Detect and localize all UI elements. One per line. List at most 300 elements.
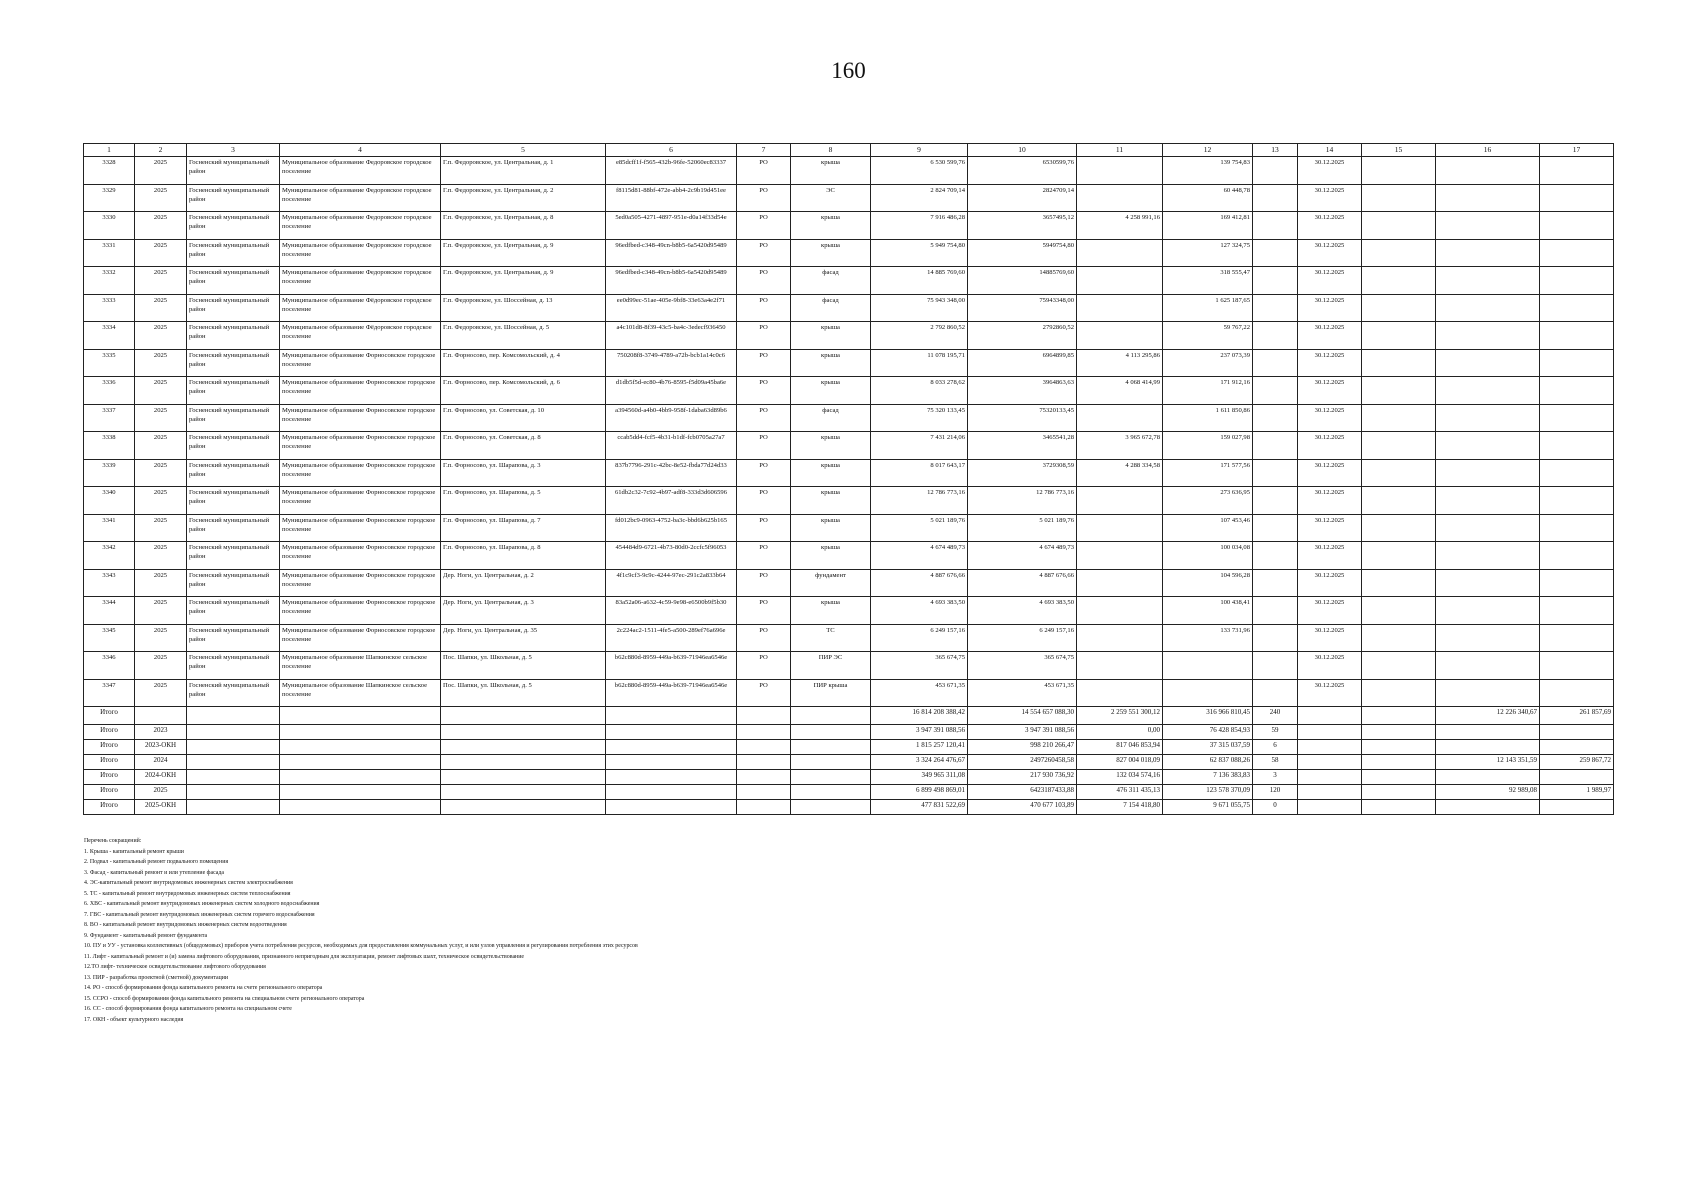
cell-col-3: Гоcненский муниципальный район: [187, 377, 280, 405]
cell-col-7: РО: [737, 322, 791, 350]
cell-col-12: 237 073,39: [1163, 349, 1253, 377]
cell-col-10: 75943348,00: [968, 294, 1077, 322]
cell-col-13: [1253, 487, 1298, 515]
cell-col-11: 132 034 574,16: [1077, 769, 1163, 784]
cell-col-11: [1077, 184, 1163, 212]
cell-col-3: Гоcненский муниципальный район: [187, 597, 280, 625]
cell-col-4: Муниципальное образование Федоровское городское поселение: [280, 184, 441, 212]
cell-col-3: Гоcненский муниципальный район: [187, 624, 280, 652]
cell-col-8: ЭС: [791, 184, 871, 212]
cell-col-10: 470 677 103,89: [968, 799, 1077, 814]
cell-col-14: 30.12.2025: [1298, 569, 1362, 597]
cell-col-13: [1253, 624, 1298, 652]
abbreviation-item: 6. ХВС - капитальный ремонт внутридомовых инженерных систем холодного водоснабжения: [84, 901, 320, 907]
cell-col-13: [1253, 157, 1298, 185]
cell-col-5: 5: [441, 144, 606, 157]
cell-col-6: e85dcff1f-f565-432b-96fe-52060ec83337: [606, 157, 737, 185]
cell-col-5: Г.п. Федоровское, ул. Центральная, д. 9: [441, 267, 606, 295]
cell-col-3: [187, 784, 280, 799]
cell-col-7: [737, 769, 791, 784]
cell-col-10: 6964899,85: [968, 349, 1077, 377]
cell-col-6: [606, 739, 737, 754]
cell-col-12: 100 034,08: [1163, 542, 1253, 570]
cell-col-12: 59 767,22: [1163, 322, 1253, 350]
cell-col-2: 2025: [135, 784, 187, 799]
cell-col-15: [1362, 542, 1436, 570]
cell-col-6: f8115d81-88bf-472e-abb4-2c9b19d451ee: [606, 184, 737, 212]
cell-col-4: Муниципальное образование Форносовское городское поселение: [280, 377, 441, 405]
cell-col-1: Итого: [84, 724, 135, 739]
cell-col-5: Пос. Шапки, ул. Школьная, д. 5: [441, 652, 606, 680]
cell-col-10: 453 671,35: [968, 679, 1077, 707]
cell-col-6: 5ed0a505-4271-4897-951e-d0a14f33d54e: [606, 212, 737, 240]
abbreviation-item: 14. РО - способ формирования фонда капитального ремонта на счете регионального оператора: [84, 985, 323, 991]
abbreviation-item: 3. Фасад - капитальный ремонт и или утепление фасада: [84, 869, 225, 876]
cell-col-6: [606, 754, 737, 769]
cell-col-16: [1436, 514, 1540, 542]
cell-col-4: [280, 799, 441, 814]
cell-col-13: [1253, 294, 1298, 322]
cell-col-5: Г.п. Форносово, ул. Шарапова, д. 3: [441, 459, 606, 487]
cell-col-7: РО: [737, 349, 791, 377]
cell-col-2: 2025: [135, 212, 187, 240]
cell-col-10: 3729308,59: [968, 459, 1077, 487]
cell-col-5: [441, 769, 606, 784]
cell-col-17: [1540, 377, 1614, 405]
cell-col-8: фасад: [791, 404, 871, 432]
cell-col-4: Муниципальное образование Форносовское городское поселение: [280, 487, 441, 515]
cell-col-7: РО: [737, 487, 791, 515]
cell-col-15: [1362, 784, 1436, 799]
cell-col-16: [1436, 652, 1540, 680]
cell-col-8: крыша: [791, 157, 871, 185]
cell-col-9: 9: [871, 144, 968, 157]
cell-col-1: Итого: [84, 784, 135, 799]
cell-col-17: [1540, 542, 1614, 570]
cell-col-3: Гоcненский муниципальный район: [187, 652, 280, 680]
cell-col-12: 76 428 854,93: [1163, 724, 1253, 739]
cell-col-15: [1362, 514, 1436, 542]
cell-col-3: Гоcненский муниципальный район: [187, 157, 280, 185]
cell-col-11: [1077, 624, 1163, 652]
cell-col-6: d1db5f5d-ec80-4b76-8595-f5d09a45ba6e: [606, 377, 737, 405]
cell-col-12: [1163, 652, 1253, 680]
cell-col-11: [1077, 569, 1163, 597]
table-row: [84, 432, 1614, 460]
cell-col-15: [1362, 404, 1436, 432]
table-row: [84, 514, 1614, 542]
cell-col-11: 4 258 991,16: [1077, 212, 1163, 240]
cell-col-17: [1540, 597, 1614, 625]
cell-col-5: [441, 739, 606, 754]
cell-col-6: 4f1c9cf3-9c9c-4244-97ec-291c2a833b64: [606, 569, 737, 597]
cell-col-9: 365 674,75: [871, 652, 968, 680]
cell-col-13: [1253, 184, 1298, 212]
cell-col-14: 30.12.2025: [1298, 404, 1362, 432]
cell-col-7: [737, 784, 791, 799]
cell-col-12: 139 754,83: [1163, 157, 1253, 185]
cell-col-16: [1436, 184, 1540, 212]
cell-col-15: [1362, 754, 1436, 769]
cell-col-16: [1436, 739, 1540, 754]
cell-col-8: крыша: [791, 432, 871, 460]
cell-col-17: [1540, 652, 1614, 680]
cell-col-5: [441, 799, 606, 814]
cell-col-5: Г.п. Форносово, ул. Шарапова, д. 7: [441, 514, 606, 542]
cell-col-11: [1077, 542, 1163, 570]
cell-col-4: Муниципальное образование Форносовское городское поселение: [280, 459, 441, 487]
cell-col-9: 8 017 643,17: [871, 459, 968, 487]
cell-col-1: 3337: [84, 404, 135, 432]
cell-col-3: [187, 724, 280, 739]
cell-col-3: Гоcненский муниципальный район: [187, 459, 280, 487]
cell-col-13: [1253, 322, 1298, 350]
cell-col-12: 12: [1163, 144, 1253, 157]
cell-col-6: 96edfbed-c348-49cn-b8b5-6a5420d95489: [606, 239, 737, 267]
cell-col-1: Итого: [84, 739, 135, 754]
cell-col-7: РО: [737, 679, 791, 707]
abbreviation-item: 9. Фундамент - капитальный ремонт фундамента: [84, 932, 208, 939]
cell-col-8: фасад: [791, 267, 871, 295]
cell-col-8: [791, 799, 871, 814]
cell-col-4: Муниципальное образование Форносовское городское поселение: [280, 514, 441, 542]
cell-col-14: 30.12.2025: [1298, 184, 1362, 212]
cell-col-13: 3: [1253, 769, 1298, 784]
cell-col-10: 2497260458,58: [968, 754, 1077, 769]
cell-col-6: a394560d-a4b0-4bb9-958f-1daba63d89b6: [606, 404, 737, 432]
cell-col-2: 2025: [135, 239, 187, 267]
cell-col-15: [1362, 799, 1436, 814]
cell-col-14: 30.12.2025: [1298, 542, 1362, 570]
cell-col-15: [1362, 267, 1436, 295]
table-row: [84, 184, 1614, 212]
cell-col-14: 30.12.2025: [1298, 267, 1362, 295]
cell-col-2: 2025: [135, 184, 187, 212]
cell-col-2: 2025: [135, 542, 187, 570]
cell-col-5: Г.п. Федоровское, ул. Центральная, д. 1: [441, 157, 606, 185]
cell-col-1: 3331: [84, 239, 135, 267]
cell-col-13: 240: [1253, 707, 1298, 725]
cell-col-17: [1540, 799, 1614, 814]
cell-col-8: крыша: [791, 597, 871, 625]
cell-col-16: [1436, 679, 1540, 707]
cell-col-13: 120: [1253, 784, 1298, 799]
cell-col-10: 10: [968, 144, 1077, 157]
cell-col-9: 7 916 486,28: [871, 212, 968, 240]
cell-col-13: [1253, 679, 1298, 707]
cell-col-11: [1077, 267, 1163, 295]
cell-col-12: 1 625 187,65: [1163, 294, 1253, 322]
cell-col-2: 2025: [135, 652, 187, 680]
cell-col-8: крыша: [791, 377, 871, 405]
cell-col-3: Гоcненский муниципальный район: [187, 514, 280, 542]
table-row: [84, 157, 1614, 185]
cell-col-9: 75 320 133,45: [871, 404, 968, 432]
cell-col-16: [1436, 377, 1540, 405]
cell-col-7: РО: [737, 542, 791, 570]
cell-col-10: 6 249 157,16: [968, 624, 1077, 652]
cell-col-17: [1540, 739, 1614, 754]
cell-col-13: [1253, 404, 1298, 432]
cell-col-17: [1540, 724, 1614, 739]
cell-col-8: [791, 769, 871, 784]
abbreviation-item: Перечень сокращений:: [84, 838, 142, 844]
cell-col-10: 12 786 773,16: [968, 487, 1077, 515]
cell-col-9: 4 887 676,66: [871, 569, 968, 597]
cell-col-17: [1540, 212, 1614, 240]
cell-col-14: 30.12.2025: [1298, 212, 1362, 240]
cell-col-6: ee0d99ec-51ae-405e-9bf8-33e63a4e2f71: [606, 294, 737, 322]
cell-col-7: [737, 754, 791, 769]
cell-col-11: 11: [1077, 144, 1163, 157]
cell-col-13: 13: [1253, 144, 1298, 157]
cell-col-10: 3 947 391 088,56: [968, 724, 1077, 739]
cell-col-14: 30.12.2025: [1298, 597, 1362, 625]
cell-col-10: 4 693 383,50: [968, 597, 1077, 625]
cell-col-5: Г.п. Форносово, ул. Шарапова, д. 8: [441, 542, 606, 570]
cell-col-17: [1540, 514, 1614, 542]
cell-col-4: Муниципальное образование Форносовское городское поселение: [280, 569, 441, 597]
cell-col-15: 15: [1362, 144, 1436, 157]
abbreviation-item: 16. СС - способ формирования фонда капитального ремонта на специальном счете: [84, 1006, 292, 1012]
cell-col-7: РО: [737, 294, 791, 322]
cell-col-14: [1298, 707, 1362, 725]
cell-col-14: [1298, 724, 1362, 739]
cell-col-8: [791, 784, 871, 799]
cell-col-15: [1362, 157, 1436, 185]
cell-col-17: 259 867,72: [1540, 754, 1614, 769]
cell-col-11: [1077, 487, 1163, 515]
cell-col-10: 6423187433,88: [968, 784, 1077, 799]
cell-col-10: 14885769,60: [968, 267, 1077, 295]
table-row: [84, 294, 1614, 322]
cell-col-13: [1253, 239, 1298, 267]
abbreviation-item: 15. ССРО - способ формирования фонда капитального ремонта на специальном счете регионального оператора: [84, 995, 365, 1002]
cell-col-10: 998 210 266,47: [968, 739, 1077, 754]
cell-col-15: [1362, 739, 1436, 754]
cell-col-17: [1540, 404, 1614, 432]
cell-col-17: [1540, 459, 1614, 487]
cell-col-4: Муниципальное образование Форносовское городское поселение: [280, 404, 441, 432]
header-row: [84, 144, 1614, 157]
cell-col-4: Муниципальное образование Форносовское городское поселение: [280, 432, 441, 460]
cell-col-14: 30.12.2025: [1298, 157, 1362, 185]
cell-col-1: 3335: [84, 349, 135, 377]
cell-col-8: крыша: [791, 239, 871, 267]
cell-col-12: [1163, 679, 1253, 707]
cell-col-3: Гоcненский муниципальный район: [187, 487, 280, 515]
cell-col-11: [1077, 322, 1163, 350]
cell-col-9: 5 949 754,80: [871, 239, 968, 267]
cell-col-14: 30.12.2025: [1298, 349, 1362, 377]
cell-col-9: 5 021 189,76: [871, 514, 968, 542]
cell-col-1: 3328: [84, 157, 135, 185]
cell-col-14: 30.12.2025: [1298, 294, 1362, 322]
cell-col-5: [441, 707, 606, 725]
cell-col-14: 30.12.2025: [1298, 652, 1362, 680]
cell-col-9: 453 671,35: [871, 679, 968, 707]
cell-col-2: 2025: [135, 294, 187, 322]
cell-col-15: [1362, 569, 1436, 597]
abbreviation-item: 5. ТС - капитальный ремонт внутридомовых инженерных систем теплоснабжения: [84, 890, 291, 897]
cell-col-5: Г.п. Федоровское, ул. Центральная, д. 8: [441, 212, 606, 240]
cell-col-2: 2024: [135, 754, 187, 769]
cell-col-8: крыша: [791, 212, 871, 240]
cell-col-12: 171 577,56: [1163, 459, 1253, 487]
cell-col-1: Итого: [84, 707, 135, 725]
cell-col-12: 316 966 810,45: [1163, 707, 1253, 725]
abbreviation-item: 17. ОКН - объект культурного наследия: [84, 1016, 184, 1023]
cell-col-9: 477 831 522,69: [871, 799, 968, 814]
cell-col-17: 1 989,97: [1540, 784, 1614, 799]
cell-col-11: 4 288 334,58: [1077, 459, 1163, 487]
cell-col-10: 4 674 489,73: [968, 542, 1077, 570]
cell-col-9: 12 786 773,16: [871, 487, 968, 515]
cell-col-10: 3465541,28: [968, 432, 1077, 460]
table-row: [84, 542, 1614, 570]
cell-col-12: 37 315 037,59: [1163, 739, 1253, 754]
cell-col-7: РО: [737, 212, 791, 240]
cell-col-5: Г.п. Форносово, ул. Шарапова, д. 5: [441, 487, 606, 515]
cell-col-3: Гоcненский муниципальный район: [187, 294, 280, 322]
cell-col-10: 217 930 736,92: [968, 769, 1077, 784]
cell-col-11: 827 004 018,09: [1077, 754, 1163, 769]
cell-col-13: [1253, 377, 1298, 405]
cell-col-1: Итого: [84, 769, 135, 784]
cell-col-4: [280, 739, 441, 754]
cell-col-1: 3336: [84, 377, 135, 405]
cell-col-12: 123 578 370,09: [1163, 784, 1253, 799]
cell-col-8: крыша: [791, 487, 871, 515]
cell-col-10: 3964863,63: [968, 377, 1077, 405]
cell-col-6: [606, 769, 737, 784]
cell-col-14: [1298, 784, 1362, 799]
cell-col-3: Гоcненский муниципальный район: [187, 212, 280, 240]
cell-col-1: 3333: [84, 294, 135, 322]
cell-col-16: 12 226 340,67: [1436, 707, 1540, 725]
cell-col-2: 2: [135, 144, 187, 157]
cell-col-8: [791, 724, 871, 739]
cell-col-3: Гоcненский муниципальный район: [187, 322, 280, 350]
cell-col-4: Муниципальное образование Форносовское городское поселение: [280, 542, 441, 570]
cell-col-6: ccab5dd4-fcf5-4b31-b1df-fcb0705a27a7: [606, 432, 737, 460]
cell-col-8: [791, 754, 871, 769]
cell-col-14: 30.12.2025: [1298, 487, 1362, 515]
abbreviation-item: 11. Лифт - капитальный ремонт и (и) замена лифтового оборудования, признанного непригодным для эксплуатации, ремонт лифтовых шахт, техническое освидетельствование: [84, 953, 524, 960]
cell-col-4: [280, 724, 441, 739]
cell-col-9: 8 033 278,62: [871, 377, 968, 405]
table-row: [84, 569, 1614, 597]
cell-col-7: РО: [737, 597, 791, 625]
cell-col-17: [1540, 487, 1614, 515]
cell-col-17: [1540, 157, 1614, 185]
cell-col-5: [441, 784, 606, 799]
cell-col-14: 30.12.2025: [1298, 377, 1362, 405]
cell-col-7: РО: [737, 569, 791, 597]
cell-col-17: [1540, 184, 1614, 212]
table-row: [84, 652, 1614, 680]
cell-col-2: 2025: [135, 432, 187, 460]
cell-col-9: 3 324 264 476,67: [871, 754, 968, 769]
cell-col-16: [1436, 349, 1540, 377]
abbreviations-list: [84, 836, 984, 1025]
table-row: [84, 597, 1614, 625]
cell-col-9: 3 947 391 088,56: [871, 724, 968, 739]
cell-col-9: 11 078 195,71: [871, 349, 968, 377]
cell-col-15: [1362, 239, 1436, 267]
cell-col-14: 30.12.2025: [1298, 679, 1362, 707]
cell-col-13: [1253, 459, 1298, 487]
cell-col-6: 2c224ac2-1511-4fe5-a500-289ef76a696e: [606, 624, 737, 652]
cell-col-8: крыша: [791, 322, 871, 350]
cell-col-16: [1436, 157, 1540, 185]
cell-col-17: [1540, 769, 1614, 784]
cell-col-6: a4c101d8-8f39-43c5-ba4c-3edecf936450: [606, 322, 737, 350]
cell-col-3: Гоcненский муниципальный район: [187, 432, 280, 460]
cell-col-11: [1077, 652, 1163, 680]
cell-col-4: [280, 707, 441, 725]
cell-col-12: 104 596,28: [1163, 569, 1253, 597]
total-row: [84, 754, 1614, 769]
cell-col-1: 3329: [84, 184, 135, 212]
cell-col-6: [606, 724, 737, 739]
cell-col-9: 16 814 208 388,42: [871, 707, 968, 725]
cell-col-6: [606, 799, 737, 814]
cell-col-5: Дер. Ноги, ул. Центральная, д. 2: [441, 569, 606, 597]
cell-col-4: Муниципальное образование Федоровское городское поселение: [280, 157, 441, 185]
cell-col-7: РО: [737, 157, 791, 185]
cell-col-3: Гоcненский муниципальный район: [187, 679, 280, 707]
table-row: [84, 349, 1614, 377]
cell-col-10: 14 554 657 088,30: [968, 707, 1077, 725]
cell-col-5: Пос. Шапки, ул. Школьная, д. 5: [441, 679, 606, 707]
cell-col-16: 16: [1436, 144, 1540, 157]
cell-col-8: ПИР ЭС: [791, 652, 871, 680]
cell-col-3: [187, 707, 280, 725]
abbreviation-item: 7. ГВС - капитальный ремонт внутридомовых инженерных систем горячего водоснабжения: [84, 911, 315, 918]
cell-col-9: 75 943 348,00: [871, 294, 968, 322]
cell-col-6: [606, 784, 737, 799]
cell-col-9: 7 431 214,06: [871, 432, 968, 460]
cell-col-13: [1253, 267, 1298, 295]
cell-col-8: крыша: [791, 349, 871, 377]
cell-col-9: 2 824 709,14: [871, 184, 968, 212]
total-row: [84, 769, 1614, 784]
cell-col-1: 3344: [84, 597, 135, 625]
cell-col-6: b62c880d-8959-449a-b639-71946ea6546e: [606, 652, 737, 680]
cell-col-4: Муниципальное образование Шапкинское сельское поселение: [280, 652, 441, 680]
table-row: [84, 679, 1614, 707]
cell-col-10: 5949754,80: [968, 239, 1077, 267]
cell-col-15: [1362, 652, 1436, 680]
cell-col-1: 3340: [84, 487, 135, 515]
cell-col-10: 2792860,52: [968, 322, 1077, 350]
cell-col-15: [1362, 769, 1436, 784]
cell-col-3: Гоcненский муниципальный район: [187, 239, 280, 267]
cell-col-8: крыша: [791, 514, 871, 542]
cell-col-11: [1077, 679, 1163, 707]
cell-col-8: крыша: [791, 542, 871, 570]
cell-col-14: [1298, 739, 1362, 754]
cell-col-16: [1436, 597, 1540, 625]
cell-col-12: 100 438,41: [1163, 597, 1253, 625]
cell-col-10: 365 674,75: [968, 652, 1077, 680]
cell-col-12: 169 412,81: [1163, 212, 1253, 240]
cell-col-17: [1540, 569, 1614, 597]
abbreviation-item: 4. ЭС-капитальный ремонт внутридомовых инженерных систем электроснабжения: [84, 880, 293, 886]
cell-col-1: 3330: [84, 212, 135, 240]
cell-col-3: [187, 799, 280, 814]
